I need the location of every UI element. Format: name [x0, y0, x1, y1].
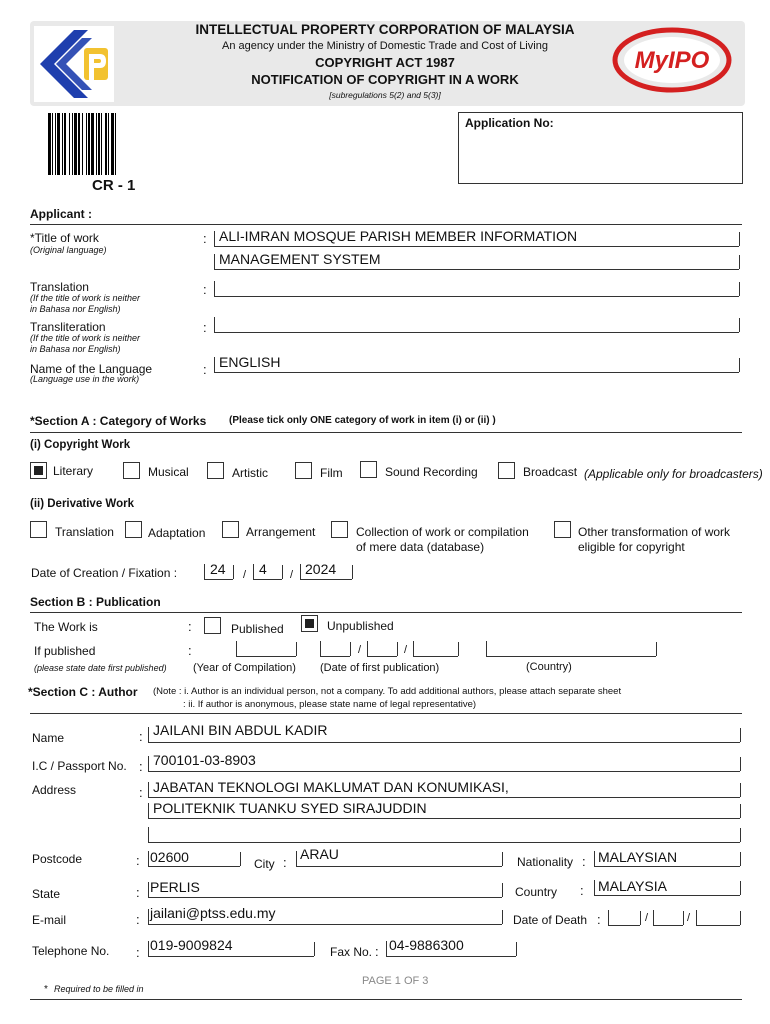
- broadcast-note: (Applicable only for broadcasters): [584, 467, 763, 481]
- fax-value: 04-9886300: [389, 937, 464, 953]
- colon: :: [375, 944, 379, 959]
- arrangement-label: Arrangement: [246, 525, 316, 539]
- country-label: Country: [515, 885, 558, 899]
- country-caption: (Country): [526, 661, 572, 673]
- film-checkbox[interactable]: [295, 462, 312, 479]
- colon: :: [580, 883, 584, 898]
- colon: :: [188, 619, 192, 634]
- unpublished-label: Unpublished: [327, 619, 394, 633]
- state-value: PERLIS: [150, 879, 200, 895]
- film-label: Film: [320, 466, 343, 480]
- dod-year-field[interactable]: [696, 910, 740, 926]
- state-label: State: [32, 887, 61, 901]
- dod-month-field[interactable]: [653, 910, 683, 926]
- title-value-2: MANAGEMENT SYSTEM: [219, 251, 381, 267]
- other-transformation-label-2: eligible for copyright: [578, 540, 685, 554]
- translation-label: Translation: [30, 280, 89, 294]
- slash: /: [687, 912, 691, 924]
- barcode: [48, 113, 172, 175]
- slash: /: [404, 644, 408, 656]
- date-first-caption: (Date of first publication): [320, 662, 440, 674]
- page-number: PAGE 1 OF 3: [362, 975, 429, 987]
- section-a-instruction: (Please tick only ONE category of work in item (i) or (ii) ): [229, 415, 496, 426]
- colon: :: [139, 785, 143, 800]
- unpublished-checkbox[interactable]: [301, 615, 318, 632]
- notice-title: NOTIFICATION OF COPYRIGHT IN A WORK: [251, 72, 519, 87]
- published-checkbox[interactable]: [204, 617, 221, 634]
- agency-line: An agency under the Ministry of Domestic Trade and Cost of Living: [222, 40, 548, 52]
- collection-checkbox[interactable]: [331, 521, 348, 538]
- colon: :: [582, 854, 586, 869]
- regulations: [subregulations 5(2) and 5(3)]: [329, 90, 441, 100]
- postcode-label: Postcode: [32, 852, 83, 866]
- address-label: Address: [32, 783, 77, 797]
- divider: [30, 224, 742, 225]
- section-c-heading: *Section C : Author: [28, 685, 138, 699]
- nationality-value: MALAYSIAN: [598, 849, 678, 865]
- fax-label: Fax No.: [330, 945, 373, 959]
- first-pub-month-field[interactable]: [367, 641, 397, 657]
- section-c-note-1: (Note : i. Author is an individual person, not a company. To add additional authors, please attach separate sheet: [153, 686, 622, 697]
- sound-recording-label: Sound Recording: [385, 465, 478, 479]
- first-pub-day-field[interactable]: [320, 641, 350, 657]
- transliteration-sub-1: (If the title of work is neither: [30, 333, 141, 343]
- telephone-label: Telephone No.: [32, 944, 110, 958]
- year-value: 2024: [305, 561, 337, 577]
- colon: :: [203, 362, 207, 377]
- divider: [30, 432, 742, 433]
- literary-label: Literary: [53, 464, 94, 478]
- address-field-3[interactable]: [148, 827, 740, 843]
- name-label: Name: [32, 731, 65, 745]
- act-title: COPYRIGHT ACT 1987: [315, 55, 455, 70]
- published-note: (please state date first published): [34, 663, 167, 673]
- telephone-value: 019-9009824: [150, 937, 233, 953]
- org-title: INTELLECTUAL PROPERTY CORPORATION OF MALAYSIA: [195, 22, 575, 37]
- colon: :: [597, 912, 601, 927]
- dod-day-field[interactable]: [608, 910, 640, 926]
- divider: [30, 612, 742, 613]
- translation-sub-1: (If the title of work is neither: [30, 293, 141, 303]
- colon: :: [139, 729, 143, 744]
- sound-recording-checkbox[interactable]: [360, 461, 377, 478]
- translation-option-label: Translation: [55, 525, 114, 539]
- address-value-2: POLITEKNIK TUANKU SYED SIRAJUDDIN: [153, 800, 427, 816]
- colon: :: [203, 320, 207, 335]
- colon: :: [136, 853, 140, 868]
- applicant-heading: Applicant :: [30, 207, 92, 221]
- section-c-note-2: : ii. If author is anonymous, please state name of legal representative): [183, 699, 477, 710]
- required-asterisk: *: [44, 984, 48, 995]
- postcode-value: 02600: [150, 849, 189, 865]
- language-label: Name of the Language: [30, 362, 153, 376]
- translation-field[interactable]: [214, 281, 739, 297]
- colon: :: [203, 282, 207, 297]
- month-field[interactable]: [253, 564, 282, 580]
- nationality-label: Nationality: [517, 855, 574, 869]
- slash: /: [243, 569, 247, 581]
- ic-label: I.C / Passport No.: [32, 759, 127, 773]
- colon: :: [283, 855, 287, 870]
- title-sub: (Original language): [30, 245, 107, 255]
- artistic-label: Artistic: [232, 466, 268, 480]
- section-b-heading: Section B : Publication: [30, 595, 161, 609]
- arrangement-checkbox[interactable]: [222, 521, 239, 538]
- colon: :: [136, 885, 140, 900]
- adaptation-label: Adaptation: [148, 526, 206, 540]
- language-value: ENGLISH: [219, 354, 281, 370]
- derivative-work-heading: (ii) Derivative Work: [30, 498, 134, 510]
- other-transformation-label-1: Other transformation of work: [578, 525, 731, 539]
- published-label: Published: [231, 622, 284, 636]
- translation-checkbox[interactable]: [30, 521, 47, 538]
- email-value: jailani@ptss.edu.my: [150, 905, 276, 921]
- myipo-logo-text: MyIPO: [634, 47, 710, 74]
- artistic-checkbox[interactable]: [207, 462, 224, 479]
- city-value: ARAU: [300, 846, 339, 862]
- adaptation-checkbox[interactable]: [125, 521, 142, 538]
- name-value: JAILANI BIN ABDUL KADIR: [153, 722, 328, 738]
- slash: /: [645, 912, 649, 924]
- broadcast-label: Broadcast: [523, 465, 578, 479]
- translation-sub-2: in Bahasa nor English): [30, 304, 121, 314]
- collection-label-1: Collection of work or compilation: [356, 525, 529, 539]
- transliteration-label: Transliteration: [30, 320, 106, 334]
- work-is-label: The Work is: [34, 620, 98, 634]
- section-a-heading: *Section A : Category of Works: [30, 414, 207, 428]
- copyright-work-heading: (i) Copyright Work: [30, 439, 131, 451]
- colon: :: [139, 759, 143, 774]
- literary-checkbox[interactable]: [30, 462, 47, 479]
- title-value-1: ALI-IMRAN MOSQUE PARISH MEMBER INFORMATION: [219, 228, 578, 244]
- address-value-1: JABATAN TEKNOLOGI MAKLUMAT DAN KONUMIKASI,: [153, 779, 509, 795]
- title-label: *Title of work: [30, 231, 99, 245]
- country-value: MALAYSIA: [598, 878, 667, 894]
- required-note: Required to be filled in: [54, 984, 144, 994]
- collection-label-2: of mere data (database): [356, 540, 485, 554]
- year-compilation-caption: (Year of Compilation): [193, 662, 296, 674]
- slash: /: [358, 644, 362, 656]
- broadcast-checkbox[interactable]: [498, 462, 515, 479]
- month-value: 4: [259, 561, 267, 577]
- language-field[interactable]: [214, 357, 739, 373]
- language-sub: (Language use in the work): [30, 374, 140, 384]
- colon: :: [188, 643, 192, 658]
- date-of-death-label: Date of Death: [513, 913, 588, 927]
- musical-checkbox[interactable]: [123, 462, 140, 479]
- transliteration-sub-2: in Bahasa nor English): [30, 344, 121, 354]
- email-label: E-mail: [32, 913, 67, 927]
- ic-value: 700101-03-8903: [153, 752, 256, 768]
- slash: /: [290, 569, 294, 581]
- divider: [30, 713, 742, 714]
- first-pub-year-field[interactable]: [413, 641, 458, 657]
- transliteration-field[interactable]: [214, 317, 739, 333]
- date-creation-label: Date of Creation / Fixation :: [31, 566, 178, 580]
- colon: :: [136, 912, 140, 927]
- day-value: 24: [210, 561, 226, 577]
- colon: :: [136, 945, 140, 960]
- if-published-label: If published: [34, 644, 96, 658]
- musical-label: Musical: [148, 465, 189, 479]
- other-transformation-checkbox[interactable]: [554, 521, 571, 538]
- city-label: City: [254, 857, 275, 871]
- application-no-label: Application No:: [465, 116, 554, 130]
- myipo-logo: [612, 27, 732, 93]
- year-compilation-field[interactable]: [236, 641, 296, 657]
- footer-divider: [30, 999, 742, 1000]
- colon: :: [203, 231, 207, 246]
- pub-country-field[interactable]: [486, 641, 656, 657]
- state-field[interactable]: [148, 882, 502, 898]
- form-code: CR - 1: [92, 177, 136, 194]
